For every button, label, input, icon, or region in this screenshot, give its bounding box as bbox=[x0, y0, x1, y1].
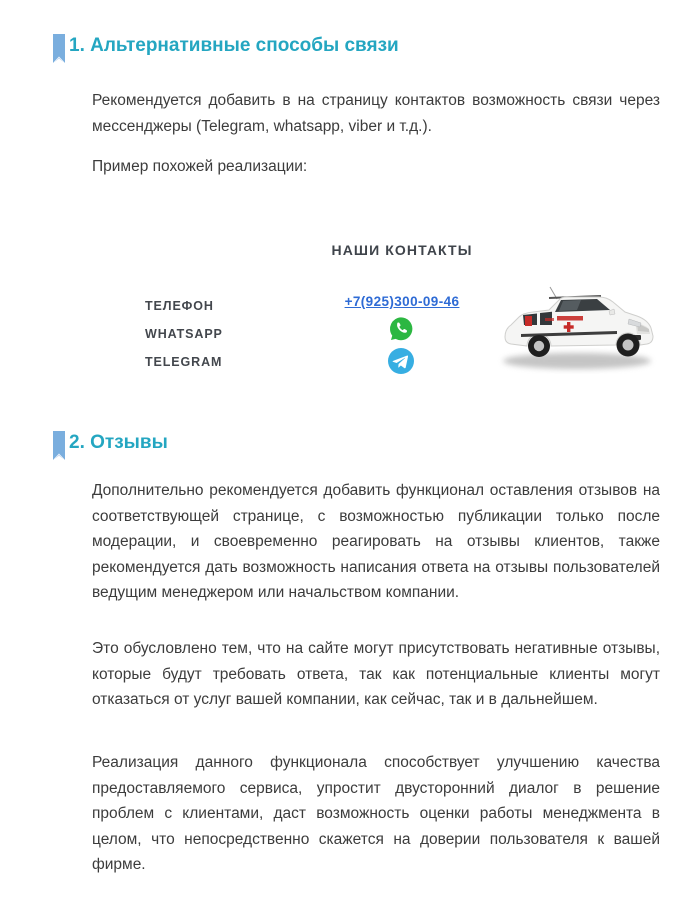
section-2-paragraph-2: Это обусловлено тем, что на сайте могут присутствовать негативные отзывы, которые будут требовать ответа, так как потенциальные клиенты могут отказаться от услуг вашей компании, как сейчас, так и в дальнейшем. bbox=[92, 640, 660, 708]
section-2-heading bbox=[53, 430, 168, 460]
section-title: Отзывы bbox=[90, 432, 168, 453]
section-1-paragraph: Рекомендуется добавить в на страницу контактов возможность связи через мессенджеры (Telegram, whatsapp, viber и т.д.). bbox=[92, 92, 660, 135]
contact-label-whatsapp: WHATSAPP bbox=[145, 327, 223, 341]
section-title: Альтернативные способы связи bbox=[90, 35, 399, 56]
contact-label-telegram: TELEGRAM bbox=[145, 355, 223, 369]
telegram-icon[interactable] bbox=[387, 347, 415, 375]
contacts-example-screenshot bbox=[0, 235, 697, 395]
phone-link[interactable]: +7(925)300-09-46 bbox=[344, 294, 460, 309]
bookmark-icon bbox=[53, 431, 65, 460]
contacts-title: НАШИ КОНТАКТЫ bbox=[331, 242, 473, 258]
section-2-paragraph-1: Дополнительно рекомендуется добавить функционал оставления отзывов на соответствующей странице, с возможностью публикации только после модерации, и своевременно реагировать на отзывы клиентов, также рекомендуется дать возможность написания ответа на отзывы пользователей ведущим менеджером или начальством компании. bbox=[92, 482, 660, 601]
section-1-caption: Пример похожей реализации: bbox=[92, 158, 308, 175]
contact-label-phone: ТЕЛЕФОН bbox=[145, 299, 214, 313]
medical-car-image bbox=[497, 285, 665, 380]
section-2-paragraph-3: Реализация данного функционала способствует улучшению качества предоставляемого сервиса, упростит двусторонний диалог в решение проблем с клиентами, даст возможность оценки работы менеджмента в целом, что непосредственно скажется на доверии пользователя к вашей фирме. bbox=[92, 754, 660, 873]
section-number: 1. bbox=[69, 35, 85, 56]
whatsapp-icon[interactable] bbox=[387, 315, 415, 343]
bookmark-icon bbox=[53, 34, 65, 63]
section-1-heading bbox=[53, 33, 399, 63]
section-number: 2. bbox=[69, 432, 85, 453]
